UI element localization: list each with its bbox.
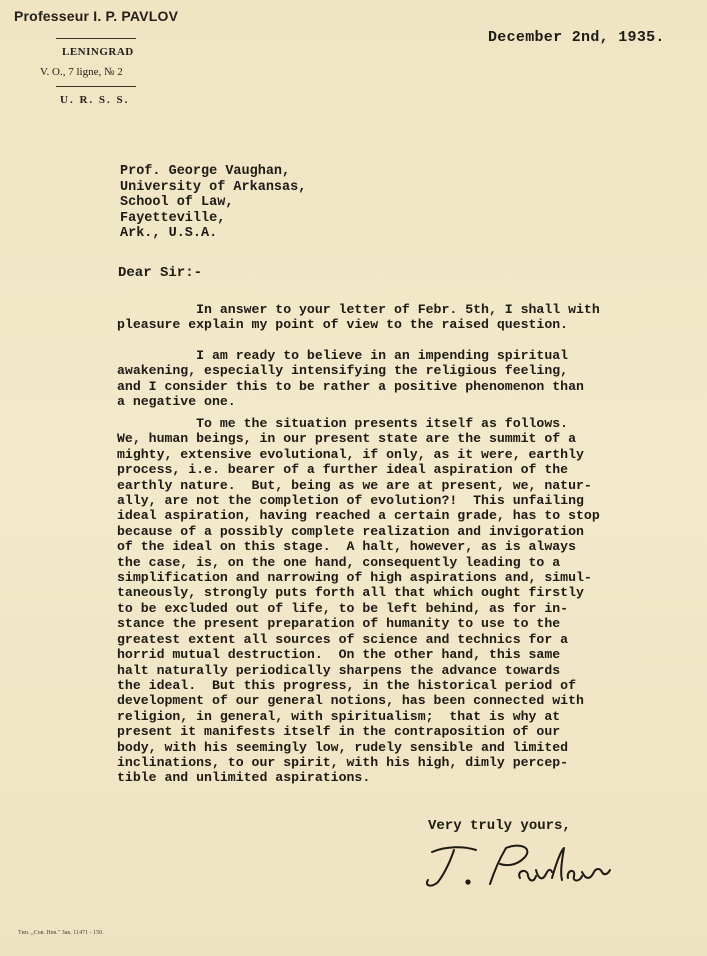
letterhead-country: U. R. S. S. — [60, 94, 130, 106]
letterhead-name: Professeur I. P. PAVLOV — [14, 8, 179, 24]
paragraph-1: In answer to your letter of Febr. 5th, I shall with pleasure explain my point of view to the raised question. — [117, 302, 600, 333]
printer-mark: Тип. „Сов. Нев." Зак. 11471 - 150. — [18, 930, 104, 936]
salutation: Dear Sir:- — [118, 265, 203, 281]
paragraph-3: To me the situation presents itself as follows. We, human beings, in our present state are the summit of a mighty, extensive evolutional, if only, as it were, earthly process, i.e. bearer of a further ideal aspiration of the earthly nature. But, being as we are at present, we, natur- ally, are not the completion of evolution?! This unfailing ideal aspiration, having reached a certain grade, has to stop because of a possibly complete realization and invigoration of the ideal on this stage. A halt, however, as is always the case, is, on the one hand, consequently leading to a simplification and narrowing of high aspirations and, simul- taneously, strongly puts forth all that which ought firstly to be excluded out of life, to be left behind, as for in- stance the present preparation of humanity to use to the greatest extent all sources of science and technics for a horrid mutual destruction. On the other hand, this same halt naturally periodically sharpens the advance towards the ideal. But this progress, in the historical period of development of our general notions, has been connected with religion, in general, with spiritualism; that is why at present it manifests itself in the contraposition of our body, with his seemingly low, rudely sensible and limited inclinations, to our spirit, with his high, dimly percep- tible and unlimited aspirations. — [117, 416, 600, 786]
paragraph-2: I am ready to believe in an impending spiritual awakening, especially intensifying the religious feeling, and I consider this to be rather a positive phenomenon than a negative one. — [117, 348, 584, 410]
letterhead-rule — [56, 86, 136, 87]
closing: Very truly yours, — [428, 818, 571, 834]
letterhead-city: LENINGRAD — [62, 46, 134, 58]
letterhead-rule — [56, 38, 136, 39]
letterhead-address: V. O., 7 ligne, № 2 — [40, 66, 123, 78]
recipient-address: Prof. George Vaughan, University of Arkansas, School of Law, Fayetteville, Ark., U.S.A. — [120, 164, 307, 241]
letter-date: December 2nd, 1935. — [488, 29, 665, 46]
signature-image — [420, 838, 620, 894]
signature — [420, 838, 620, 899]
